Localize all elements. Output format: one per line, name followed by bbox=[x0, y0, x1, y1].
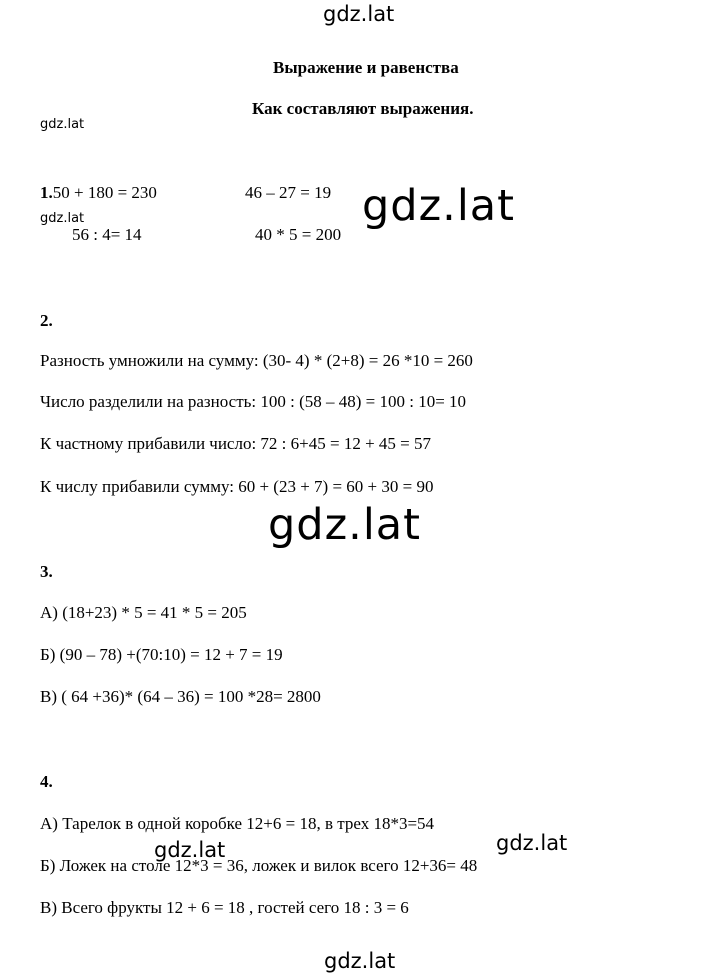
task1-expr-1: 50 + 180 = 230 bbox=[52, 183, 157, 202]
task1-expr-2: 46 – 27 = 19 bbox=[245, 183, 332, 202]
task3-line-2: Б) (90 – 78) +(70:10) = 12 + 7 = 19 bbox=[40, 645, 283, 664]
task2-line-3: К частному прибавили число: 72 : 6+45 = 12 + 45 = 57 bbox=[40, 434, 432, 453]
task4-line-1: А) Тарелок в одной коробке 12+6 = 18, в трех 18*3=54 bbox=[40, 814, 435, 833]
task3-number: 3. bbox=[40, 562, 53, 581]
task1-expr-4: 40 * 5 = 200 bbox=[255, 225, 342, 244]
task4-line-3: В) Всего фрукты 12 + 6 = 18 , гостей сего 18 : 3 = 6 bbox=[40, 898, 409, 917]
task2-number: 2. bbox=[40, 311, 53, 330]
task4-line-2: Б) Ложек на столе 12*3 = 36, ложек и вилок всего 12+36= 48 bbox=[40, 856, 478, 875]
task3-line-1: А) (18+23) * 5 = 41 * 5 = 205 bbox=[40, 603, 247, 622]
page-subtitle: Как составляют выражения. bbox=[252, 99, 474, 118]
task1-row1-left bbox=[40, 183, 157, 203]
task2-line-1: Разность умножили на сумму: (30- 4) * (2+8) = 26 *10 = 260 bbox=[40, 351, 473, 370]
watermark-mid: gdz.lat bbox=[154, 838, 226, 862]
task3-line-3: В) ( 64 +36)* (64 – 36) = 100 *28= 2800 bbox=[40, 687, 321, 706]
watermark-left-1: gdz.lat bbox=[40, 117, 85, 132]
watermark-bottom: gdz.lat bbox=[324, 949, 396, 973]
task2-line-4: К числу прибавили сумму: 60 + (23 + 7) = 60 + 30 = 90 bbox=[40, 477, 434, 496]
task4-number: 4. bbox=[40, 772, 53, 791]
watermark-left-2: gdz.lat bbox=[40, 211, 85, 226]
watermark-top: gdz.lat bbox=[323, 2, 395, 26]
task2-line-2: Число разделили на разность: 100 : (58 – 48) = 100 : 10= 10 bbox=[40, 392, 467, 411]
task1-expr-3: 56 : 4= 14 bbox=[72, 225, 142, 244]
watermark-large-2: gdz.lat bbox=[268, 500, 421, 550]
page-title: Выражение и равенства bbox=[273, 58, 459, 77]
watermark-large-1: gdz.lat bbox=[362, 181, 515, 231]
task1-number: 1. bbox=[40, 183, 53, 202]
watermark-right: gdz.lat bbox=[496, 831, 568, 855]
